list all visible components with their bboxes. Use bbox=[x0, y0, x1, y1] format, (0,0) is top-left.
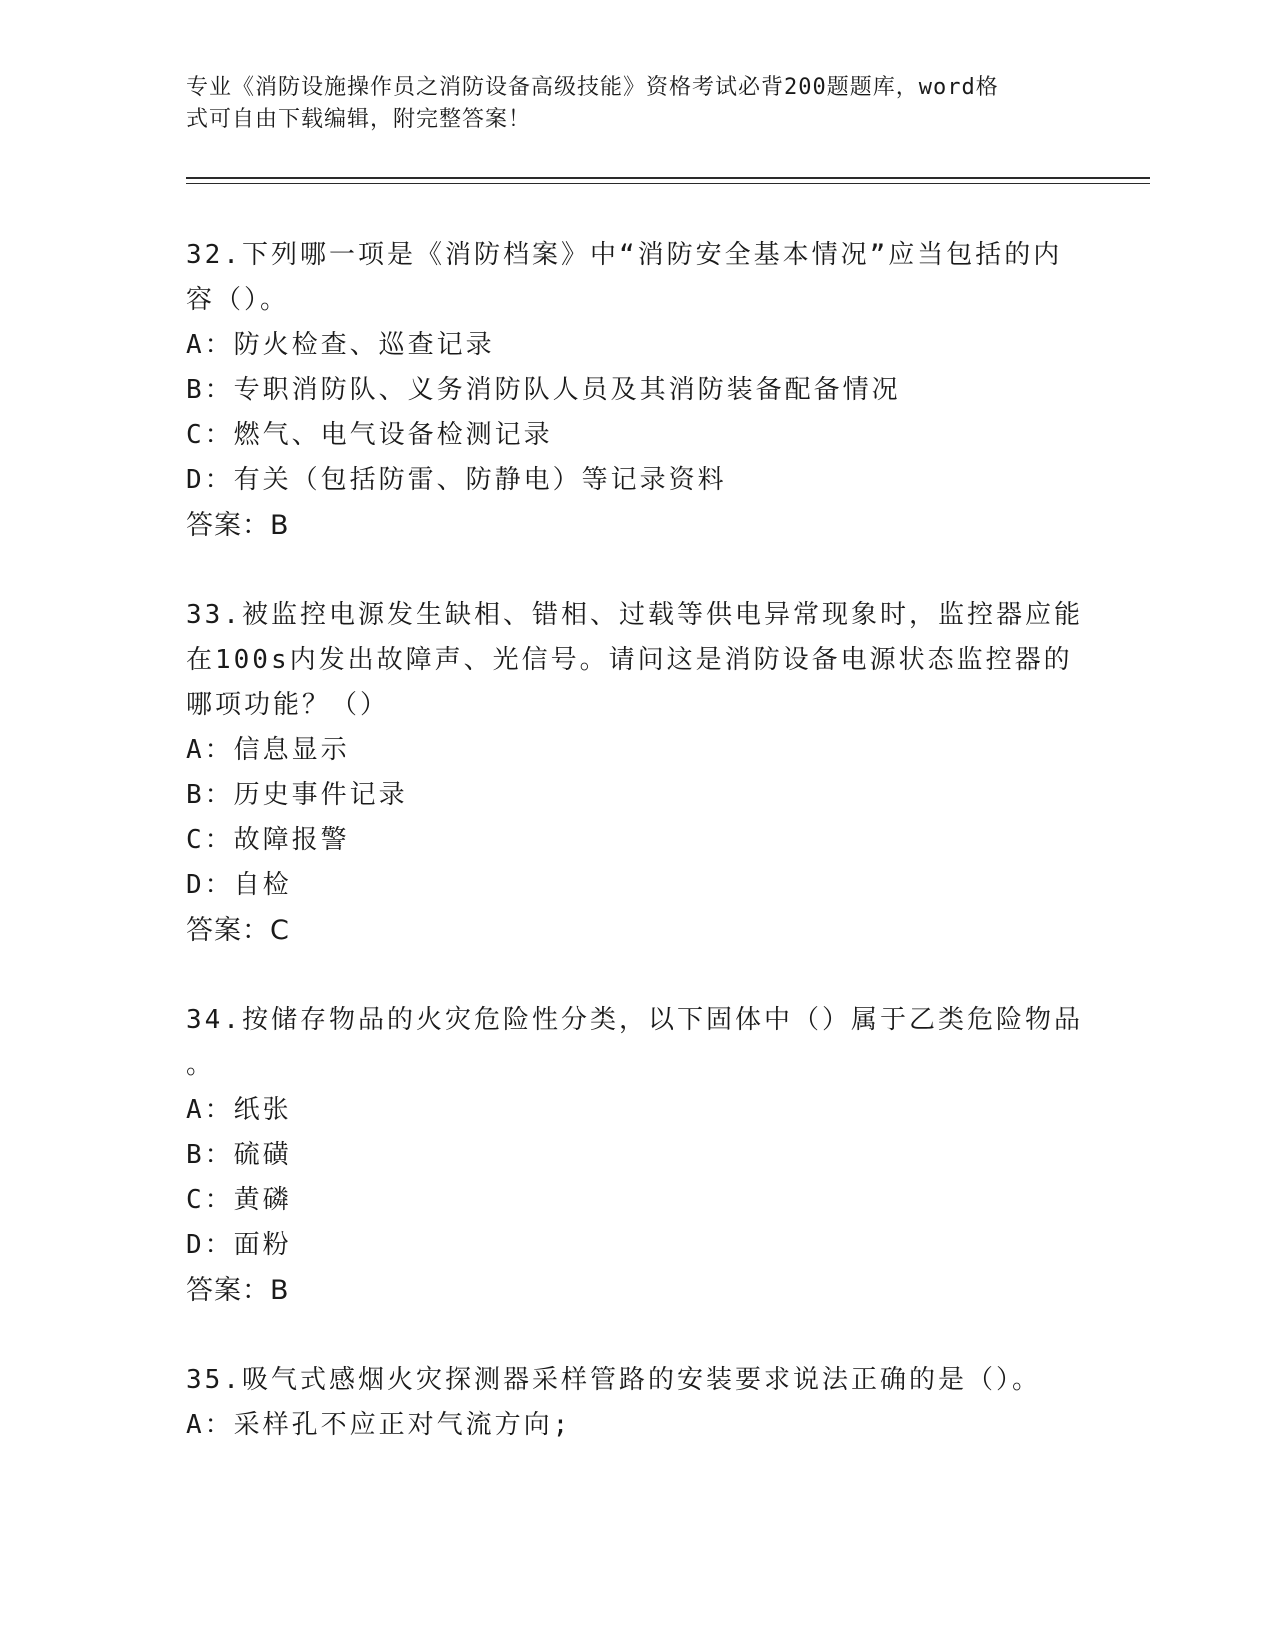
question-text-line: 35.吸气式感烟火灾探测器采样管路的安装要求说法正确的是（）。 bbox=[186, 1365, 1041, 1395]
option-key: D： bbox=[186, 465, 234, 495]
question-33 bbox=[186, 593, 1086, 953]
option-text: 防火检查、巡查记录 bbox=[233, 330, 495, 360]
option-b bbox=[186, 1133, 1086, 1178]
answer: 答案：C bbox=[186, 915, 290, 946]
option-c bbox=[186, 413, 1086, 458]
option-text: 燃气、电气设备检测记录 bbox=[233, 420, 553, 450]
option-text: 历史事件记录 bbox=[233, 780, 408, 810]
document-header bbox=[186, 72, 1066, 136]
answer: 答案：B bbox=[186, 510, 290, 541]
option-text: 有关（包括防雷、防静电）等记录资料 bbox=[233, 465, 727, 495]
option-key: A： bbox=[186, 1095, 234, 1125]
question-text-line: 容（）。 bbox=[186, 285, 290, 315]
option-a bbox=[186, 1088, 1086, 1133]
option-c bbox=[186, 1178, 1086, 1223]
option-text: 纸张 bbox=[233, 1095, 292, 1125]
option-b bbox=[186, 773, 1086, 818]
answer: 答案：B bbox=[186, 1275, 290, 1306]
question-spacer bbox=[186, 548, 1086, 593]
question-text-line: 33.被监控电源发生缺相、错相、过载等供电异常现象时，监控器应能 bbox=[186, 600, 1083, 630]
option-text: 硫磺 bbox=[233, 1140, 292, 1170]
option-key: B： bbox=[186, 1140, 234, 1170]
option-d bbox=[186, 863, 1086, 908]
option-key: D： bbox=[186, 1230, 234, 1260]
option-text: 故障报警 bbox=[233, 825, 350, 855]
question-spacer bbox=[186, 1313, 1086, 1358]
option-a bbox=[186, 323, 1086, 368]
question-spacer bbox=[186, 953, 1086, 998]
option-d bbox=[186, 458, 1086, 503]
option-b bbox=[186, 368, 1086, 413]
option-a bbox=[186, 728, 1086, 773]
question-text-line: 哪项功能？（） bbox=[186, 690, 390, 720]
header-line-2: 式可自由下载编辑，附完整答案！ bbox=[186, 107, 532, 132]
option-a bbox=[186, 1403, 1086, 1448]
question-35 bbox=[186, 1358, 1086, 1448]
question-text-line: 34.按储存物品的火灾危险性分类，以下固体中（）属于乙类危险物品 bbox=[186, 1005, 1083, 1035]
option-key: C： bbox=[186, 420, 234, 450]
header-line-1: 专业《消防设施操作员之消防设备高级技能》资格考试必背200题题库，word格 bbox=[186, 75, 999, 100]
question-34 bbox=[186, 998, 1086, 1313]
question-text-line: 32.下列哪一项是《消防档案》中“消防安全基本情况”应当包括的内 bbox=[186, 240, 1063, 270]
option-text: 面粉 bbox=[233, 1230, 292, 1260]
option-key: A： bbox=[186, 330, 234, 360]
option-c bbox=[186, 818, 1086, 863]
option-text: 采样孔不应正对气流方向; bbox=[233, 1410, 572, 1440]
option-text: 专职消防队、义务消防队人员及其消防装备配备情况 bbox=[233, 375, 901, 405]
option-key: D： bbox=[186, 870, 234, 900]
header-divider-thick bbox=[186, 177, 1150, 179]
question-text-line: 。 bbox=[186, 1050, 216, 1080]
option-key: B： bbox=[186, 780, 234, 810]
header-divider-thin bbox=[186, 183, 1150, 184]
question-32 bbox=[186, 233, 1086, 548]
option-text: 信息显示 bbox=[233, 735, 350, 765]
option-key: C： bbox=[186, 1185, 234, 1215]
option-key: A： bbox=[186, 1410, 234, 1440]
option-d bbox=[186, 1223, 1086, 1268]
option-key: A： bbox=[186, 735, 234, 765]
question-list bbox=[186, 233, 1086, 1448]
option-key: B： bbox=[186, 375, 234, 405]
option-key: C： bbox=[186, 825, 234, 855]
option-text: 自检 bbox=[233, 870, 292, 900]
question-text-line: 在100s内发出故障声、光信号。请问这是消防设备电源状态监控器的 bbox=[186, 645, 1073, 675]
option-text: 黄磷 bbox=[233, 1185, 292, 1215]
